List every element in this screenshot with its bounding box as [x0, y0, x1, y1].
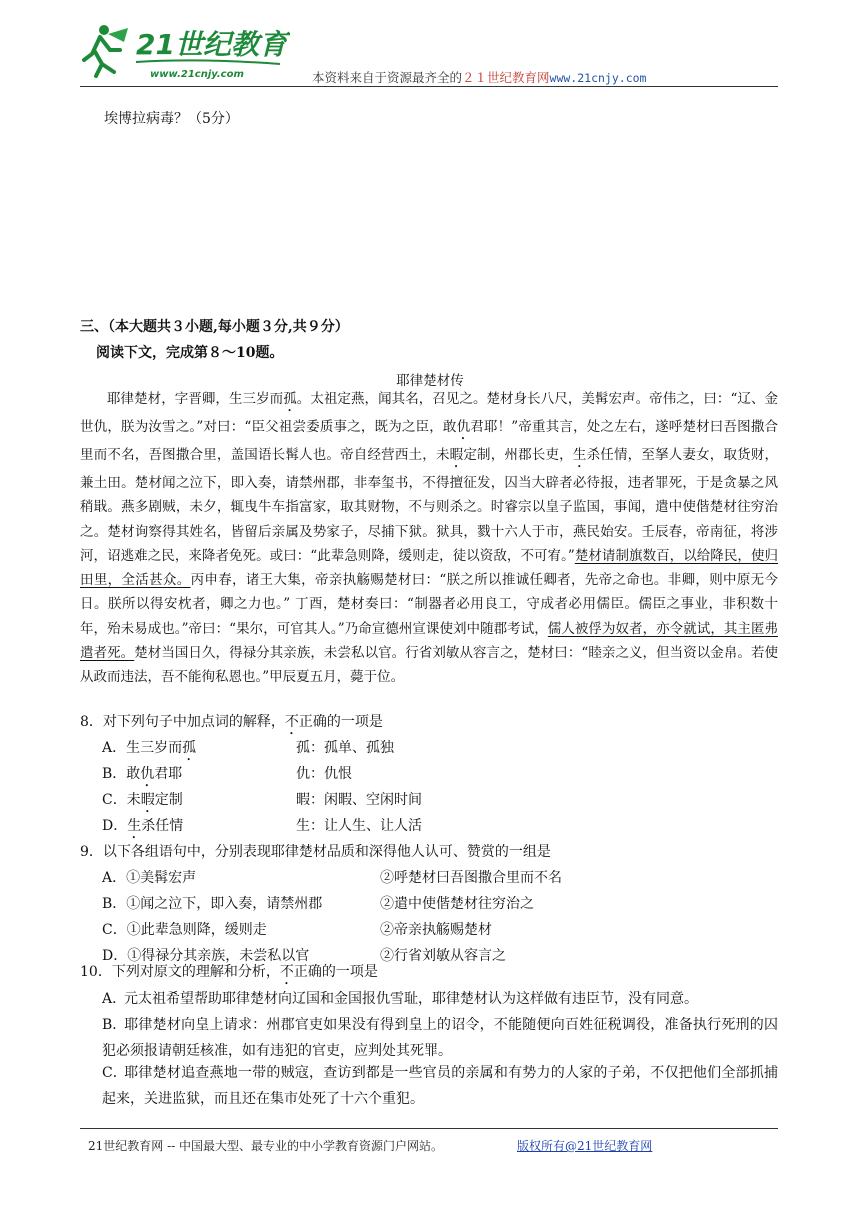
q10-stem-dot: 不: [279, 964, 294, 980]
header-divider: [80, 86, 778, 87]
q9-option-b[interactable]: [102, 893, 322, 913]
q8-gloss-a: 孤：孤单、孤独: [296, 740, 394, 756]
option-text: 生三岁而: [126, 740, 183, 756]
option-label: C．: [102, 1065, 127, 1081]
q8-stem-post: 正确的一项是: [298, 714, 383, 730]
q10-option-c[interactable]: [102, 1060, 778, 1112]
copyright-link[interactable]: 版权所有@21世纪教育网: [517, 1139, 653, 1153]
passage-text: 耶律楚材，字晋卿，生三岁而: [107, 391, 284, 407]
q8-option-c[interactable]: [102, 789, 183, 816]
option-label: D．: [102, 818, 128, 834]
option-text: 耶律楚材追查燕地一带的贼寇，查访到都是一些官员的亲属和有势力的人家的子弟，不仅把他们全部抓捕起来，关进监狱，而且还在集市处死了十六个重犯。: [102, 1065, 778, 1107]
q9-option-c-second: ②帝亲执觞赐楚材: [380, 922, 492, 938]
option-text: 元太祖希望帮助耶律楚材向辽国和金国报仇雪耻，耶律楚材认为这样做有违臣节，没有同意。: [124, 991, 698, 1007]
q7-tail-text: 埃博拉病毒？（5分）: [104, 111, 239, 127]
svg-text:www.21cnjy.com: www.21cnjy.com: [150, 69, 244, 80]
dotted-word: 孤: [283, 391, 297, 407]
option-text: 耶律楚材向皇上请求：州郡官吏如果没有得到皇上的诏令，不能随便向百姓征税调役，准备执行死刑的囚犯必须报请朝廷核准，如有违犯的官吏，应判处其死罪。: [102, 1017, 778, 1059]
option-text: 未: [126, 792, 141, 808]
dotted-word: 孤: [182, 740, 197, 756]
q8-stem: [80, 711, 383, 738]
underlined-sentence: 儒人被俘为奴者，亦令就试，其主匿弗遣者死。: [80, 620, 778, 662]
q8-option-d[interactable]: [102, 815, 183, 842]
option-text: 君耶: [154, 766, 183, 782]
q9-option-d-second: ②行省刘敏从容言之: [380, 948, 506, 964]
q8-stem-dot: 不: [284, 714, 299, 730]
passage-text: 定制，州郡长吏，: [463, 447, 573, 463]
passage-text: 杀任情，至拏人妻女，取货财，兼土田。楚材闻之泣下，即入奏，请禁州郡，非奉玺书，不得擅征发，囚当大辟者必待报，违者罪死，于是贪暴之风稍戢。燕多剧贼，未夕，辄曳牛车指富家，取其财物，不与则杀之。时睿宗以皇子监国，事闻，遣中使偕楚材往穷治之。楚材询察得其姓名，皆留后亲属及势家子，尽捕下狱。狱具，戮十六人于市，燕民始安。壬辰春，帝南征，将涉河，诏逃难之民，来降者免死。或曰：“此辈急则降，缓则走，徒以资敌，不可宥。”: [80, 447, 779, 564]
underlined-sentence: 楚材请制旗数百，以给降民，使归田里，全活甚众。: [80, 547, 778, 589]
passage-title: 耶律楚材传: [396, 373, 464, 389]
option-text: ①美髯宏声: [126, 870, 197, 886]
passage-text: 。太祖定燕，闻其名，召见之。楚材身长八尺，美髯宏声。帝伟之，曰：“辽、金世仇，朕为汝雪之。”对曰：“臣父祖尝委质事之，既为之臣，敢: [80, 391, 779, 435]
option-label: C．: [102, 792, 127, 808]
q10-option-a[interactable]: [102, 986, 778, 1012]
section-instruction: 阅读下文，完成第８～10题。: [96, 345, 284, 361]
q9-option-c[interactable]: [102, 919, 267, 939]
option-text: 定制: [154, 792, 183, 808]
section-heading: 三、（本大题共３小题,每小题３分,共９分）: [80, 319, 349, 335]
q9-option-a-second: ②呼楚材曰吾图撒合里而不名: [380, 870, 562, 886]
page-header: [0, 0, 860, 90]
option-text: 敢: [126, 766, 141, 782]
footer-divider: [80, 1128, 778, 1129]
q8-stem-pre: 8．对下列句子中加点词的解释，: [80, 714, 285, 730]
q10-option-b[interactable]: [102, 1012, 778, 1064]
q10-stem: [80, 961, 378, 988]
q8-option-a[interactable]: [102, 737, 196, 764]
passage-paragraph: [80, 387, 778, 690]
dotted-word: 生: [127, 818, 142, 834]
option-text: ①得禄分其亲族，未尝私以官: [127, 948, 310, 964]
passage-text: 丙申春，诸王大集，帝亲执觞赐楚材曰：“朕之所以推诚任卿者，先帝之命也。非卿，则中原无今日。朕所以得安枕者，卿之力也。” 丁酉，楚材奏曰：“制器者必用良工，守成者必用儒臣。儒臣之事业，非积数十年，殆未易成也。”帝曰：“果尔，可官其人。”乃命宣德州宣课使刘中随郡考试，: [80, 572, 778, 637]
svg-text:21世纪教育: 21世纪教育: [136, 28, 287, 61]
option-label: C．: [102, 922, 127, 938]
option-text: 杀任情: [141, 818, 184, 834]
q8-gloss-d: 生：让人生、让人活: [296, 818, 422, 834]
q8-gloss-b: 仇：仇恨: [296, 766, 352, 782]
option-label: A．: [102, 740, 127, 756]
header-notice-url[interactable]: www.21cnjy.com: [549, 71, 647, 85]
option-label: A．: [102, 870, 127, 886]
passage-text: 楚材当国日久，得禄分其亲族，未尝私以官。行省刘敏从容言之，楚材曰：“睦亲之义，但当资以金帛。若使从政而违法，吾不能徇私恩也。”甲辰夏五月，薨于位。: [80, 645, 779, 686]
dotted-word: 暇: [140, 792, 155, 808]
option-label: B．: [102, 896, 127, 912]
q8-gloss-c: 暇：闲暇、空闲时间: [296, 792, 422, 808]
header-notice: [312, 68, 646, 86]
q8-option-b[interactable]: [102, 763, 182, 790]
option-text: ①此辈急则降，缓则走: [126, 922, 267, 938]
q9-stem: 9．以下各组语句中，分别表现耶律楚材品质和深得他人认可、赞赏的一组是: [80, 844, 551, 860]
header-notice-site: ２１世纪教育网: [462, 70, 550, 85]
q9-option-b-second: ②遣中使偕楚材往穷治之: [380, 896, 534, 912]
header-notice-prefix: 本资料来自于资源最齐全的: [312, 70, 463, 85]
option-label: B．: [102, 766, 127, 782]
passage-text: 君耶！”帝重其言，处之左右，遂呼楚材曰吾图撒合里而不名，吾图撒合里，盖国语长髯人也。帝自经营西土，未: [80, 419, 779, 463]
q9-option-a[interactable]: [102, 867, 196, 887]
dotted-word: 仇: [456, 419, 471, 435]
dotted-word: 仇: [140, 766, 155, 782]
passage-body: [80, 387, 778, 690]
footer-text: 21世纪教育网 -- 中国最大型、最专业的中小学教育资源门户网站。: [88, 1139, 444, 1153]
q10-stem-pre: 10．下列对原文的理解和分析，: [80, 964, 280, 980]
dotted-word: 生: [572, 447, 587, 463]
site-logo: [80, 20, 290, 82]
dotted-word: 暇: [449, 447, 464, 463]
option-label: A．: [102, 991, 127, 1007]
option-label: B．: [102, 1017, 127, 1033]
option-label: D．: [102, 948, 128, 964]
q10-stem-post: 正确的一项是: [293, 964, 378, 980]
option-text: ①闻之泣下，即入奏，请禁州郡: [126, 896, 323, 912]
